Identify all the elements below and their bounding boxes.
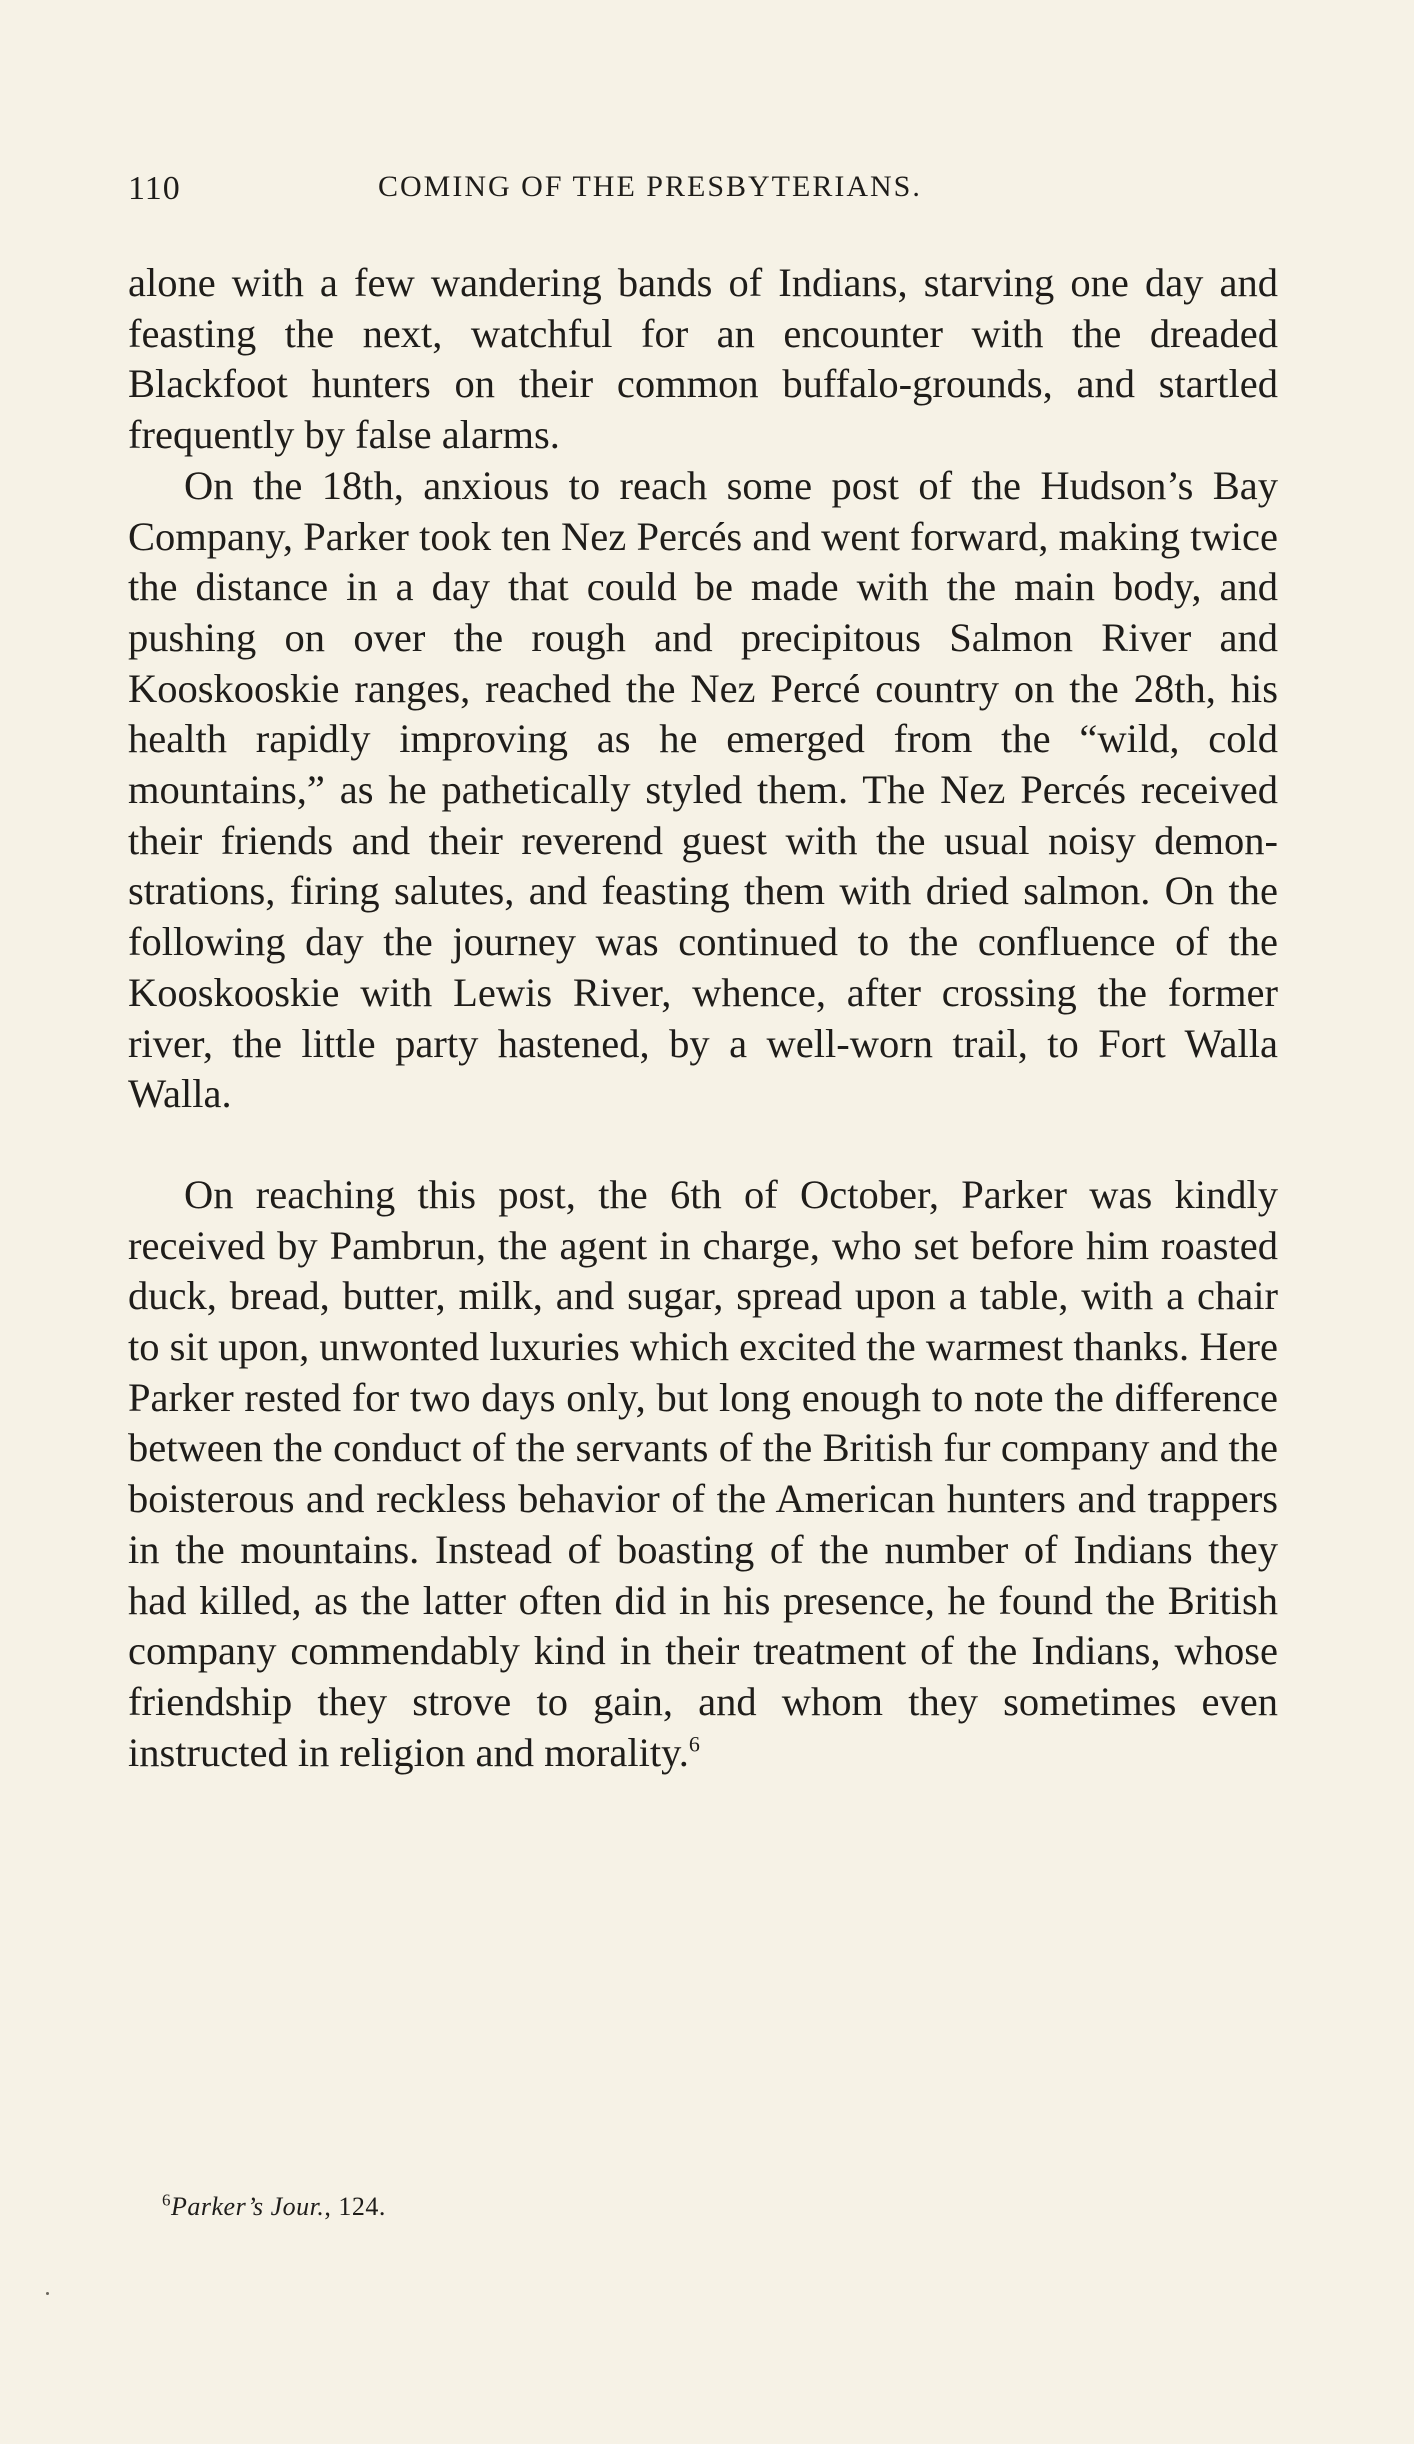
- paragraph-continuation: alone with a few wandering bands of Indians, starving one day and feasting the next, watchful for an encounter with the dreaded Blackfoot hunters on their common buffalo-grounds, and startled frequently by false alarms.: [128, 260, 1278, 458]
- paragraph: [128, 1170, 1278, 1778]
- running-head: [128, 170, 1288, 220]
- page-number: 110: [128, 170, 181, 207]
- paragraph: On the 18th, anxious to reach some post of the Hudson’s Bay Company, Parker took ten Nez Percés and went forward, making twice the distance in a day that could be made with the main body, and pushing on over the rough and precipitous Salmon River and Kooskooskie ranges, reached the Nez Percé country on the 28th, his health rapidly improving as he emerged from the “wild, cold mountains,” as he pathetically styled them. The Nez Percés received their friends and their reverend guest with the usual noisy demonstrations, firing salutes, and feasting them with dried salmon. On the following day the journey was continued to the confluence of the Kooskooskie with Lewis River, whence, after crossing the former river, the little party hastened, by a well-worn trail, to Fort Walla Walla.: [128, 462, 1278, 1117]
- body-text: [128, 258, 1278, 1778]
- footnote-source: Parker’s Jour.: [171, 2192, 325, 2221]
- paragraph-text: On reaching this post, the 6th of October, Parker was kindly received by Pambrun, the agent in charge, who set before him roasted duck, bread, butter, milk, and sugar, spread upon a table, with a chair to sit upon, unwonted luxuries which excited the warmest thanks. Here Parker rested for two days only, but long enough to note the difference between the conduct of the servants of the British fur company and the boisterous and reckless behavior of the American hunters and trappers in the mountains. Instead of boasting of the number of Indians they had killed, as the latter often did in his presence, he found the British company commendably kind in their treatment of the Indians, whose friendship they strove to gain, and whom they sometimes even instructed in religion and morality.: [128, 1171, 1278, 1775]
- running-title: COMING OF THE PRESBYTERIANS.: [378, 170, 922, 203]
- footnote: [162, 2192, 386, 2222]
- footnote-page: , 124.: [324, 2192, 386, 2221]
- paper-speck: [46, 2292, 49, 2295]
- footnote-mark: 6: [162, 2190, 171, 2210]
- footnote-reference: 6: [688, 1731, 700, 1757]
